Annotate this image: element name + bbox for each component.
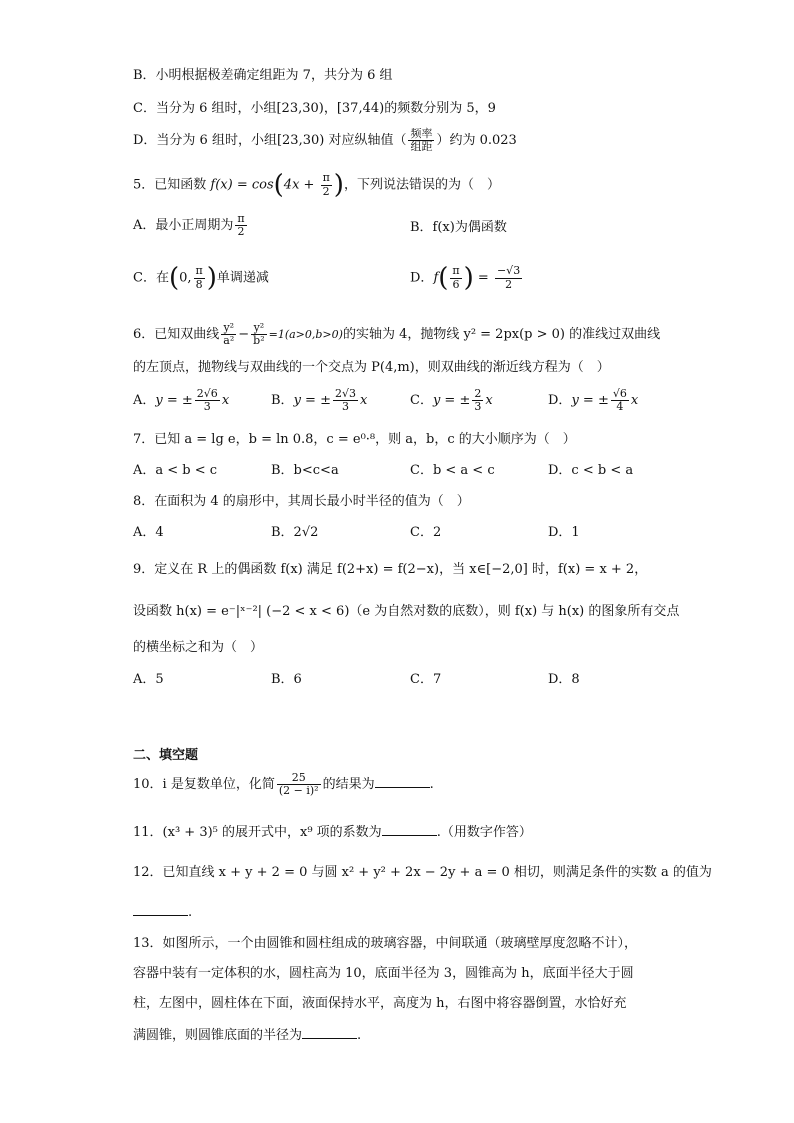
q8-stem: 8．在面积为 4 的扇形中，其周长最小时半径的值为（ ） <box>133 494 470 509</box>
q12-answer-line: . <box>133 903 192 921</box>
q9-option-d: D．8 <box>548 672 580 687</box>
q5-option-b: B．f(x)为偶函数 <box>410 220 507 235</box>
q8-option-a: A．4 <box>133 525 164 540</box>
q10-stem: 10．i 是复数单位，化简 $\frac{25}{\text{(2 − i)²}}$ 的结果为 . <box>133 771 434 798</box>
q9-stem-line2: 设函数 h(x) = e⁻|ˣ⁻²| (−2 < x < 6)（e 为自然对数的底数），则 f(x) 与 h(x) 的图象所有交点 <box>133 604 680 619</box>
q5-option-d: D．f( $\frac{\pi}{6}$ ) = $\frac{-√3}{2}$ <box>410 263 521 293</box>
section-heading-fill-in: 二、填空题 <box>133 748 199 763</box>
q5-option-c: C．在(0, $\frac{\pi}{8}$ )单调递减 <box>133 263 269 293</box>
answer-blank[interactable] <box>382 823 437 836</box>
q9-stem-line3: 的横坐标之和为（ ） <box>133 640 264 655</box>
q7-option-b: B．b<c<a <box>271 463 339 478</box>
q5-stem: 5．已知函数 f(x) = cos(4x + $\frac{\pi}{2}$ )，下列说法错误的为（ ） <box>133 170 500 200</box>
q13-stem-line4: 满圆锥，则圆锥底面的半径为 . <box>133 1028 362 1043</box>
q6-option-d: D．y = ± $\frac{√6}{4}$ x <box>548 387 639 414</box>
q4-option-c: C．当分为 6 组时，小组[23,30)，[37,44)的频数分别为 5，9 <box>133 101 496 116</box>
q7-stem: 7．已知 a = lg e，b = ln 0.8，c = e⁰·⁸，则 a，b，c 的大小顺序为（ ） <box>133 432 576 447</box>
q8-option-d: D．1 <box>548 525 580 540</box>
q4-option-d: D．当分为 6 组时，小组[23,30) 对应纵轴值（ $\frac{\text{频率}}{\text{组距}}$ ）约为 0.023 <box>133 127 517 154</box>
q6-stem-line2: 的左顶点，抛物线与双曲线的一个交点为 P(4,m)，则双曲线的渐近线方程为（ ） <box>133 360 610 375</box>
q9-option-a: A．5 <box>133 672 164 687</box>
answer-blank[interactable] <box>133 903 188 916</box>
answer-blank[interactable] <box>375 775 430 788</box>
q7-option-a: A．a < b < c <box>133 463 218 478</box>
q6-option-a: A．y = ± $\frac{2√6}{3}$ x <box>133 387 230 414</box>
q7-option-c: C．b < a < c <box>410 463 495 478</box>
q6-stem-line1: 6．已知双曲线 $\frac{\text{y²}}{\text{a²}}$ − $\frac{\text{y²}}{\text{b²}}$ =1(a>0,b>0)的实轴为 4，抛物线 y² = 2px(p > 0) 的准线过双曲线 <box>133 321 661 348</box>
q9-option-b: B．6 <box>271 672 302 687</box>
answer-blank[interactable] <box>302 1026 357 1039</box>
q9-stem-line1: 9．定义在 R 上的偶函数 f(x) 满足 f(2+x) = f(2−x)，当 x∈[−2,0] 时，f(x) = x + 2， <box>133 562 648 577</box>
q11-stem: 11．(x³ + 3)⁵ 的展开式中，x⁹ 项的系数为 .（用数字作答） <box>133 825 532 840</box>
q4-option-b: B．小明根据极差确定组距为 7，共分为 6 组 <box>133 68 393 83</box>
q13-stem-line3: 柱，左图中，圆柱体在下面，液面保持水平，高度为 h，右图中将容器倒置，水恰好充 <box>133 996 627 1011</box>
q9-option-c: C．7 <box>410 672 442 687</box>
q7-option-d: D．c < b < a <box>548 463 634 478</box>
q6-option-c: C．y = ± $\frac{2}{3}$ x <box>410 387 493 414</box>
q8-option-b: B．2√2 <box>271 525 319 540</box>
q13-stem-line1: 13．如图所示，一个由圆锥和圆柱组成的玻璃容器，中间联通（玻璃壁厚度忽略不计）， <box>133 936 638 951</box>
q5-option-a: A．最小正周期为 $\frac{\pi}{2}$ <box>133 212 245 239</box>
q12-stem: 12．已知直线 x + y + 2 = 0 与圆 x² + y² + 2x − 2y + a = 0 相切，则满足条件的实数 a 的值为 <box>133 865 712 880</box>
q8-option-c: C．2 <box>410 525 442 540</box>
q6-option-b: B．y = ± $\frac{2√3}{3}$ x <box>271 387 368 414</box>
q13-stem-line2: 容器中装有一定体积的水，圆柱高为 10，底面半径为 3，圆锥高为 h，底面半径大于圆 <box>133 966 634 981</box>
